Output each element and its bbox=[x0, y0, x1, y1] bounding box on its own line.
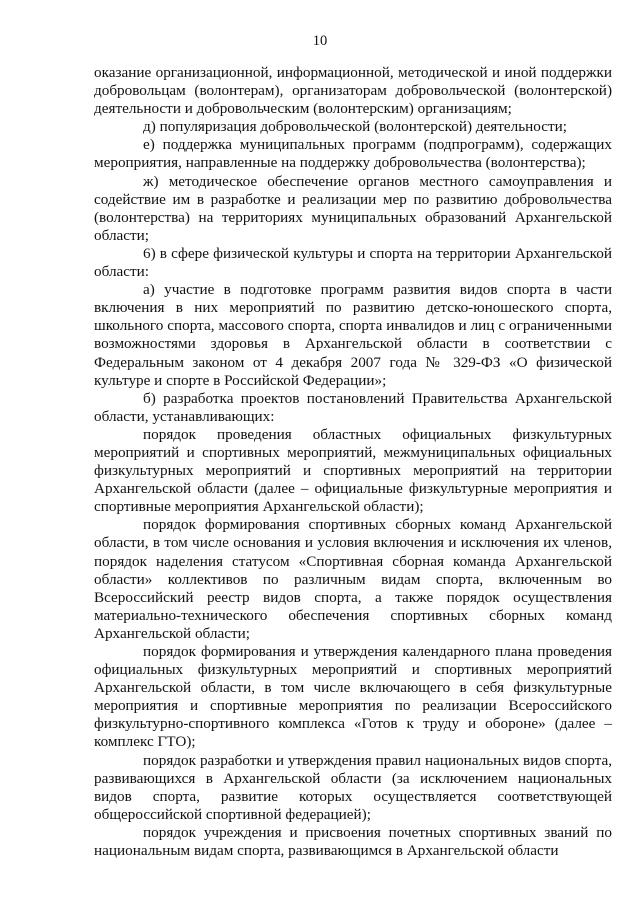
paragraph-item-e: е) поддержка муниципальных программ (подпрограмм), содержащих мероприятия, направленные на поддержку добровольчества (волонтерства); bbox=[94, 136, 612, 172]
paragraph-procedure-calendar: порядок формирования и утверждения календарного плана проведения официальных физкультурных мероприятий и спортивных мероприятий Архангельской области, в том числе включающего в себя физкультурные мероприятия и спортивные мероприятия по реализации Всероссийского физкультурно-спортивного комплекса «Готов к труду и обороне» (далее – комплекс ГТО); bbox=[94, 643, 612, 751]
paragraph-continuation: оказание организационной, информационной, методической и иной поддержки добровольцам (волонтерам), организаторам добровольческой (волонтерской) деятельности и добровольческим (волонтерским) организациям; bbox=[94, 64, 612, 118]
paragraph-procedure-teams: порядок формирования спортивных сборных команд Архангельской области, в том числе основания и условия включения и исключения их членов, порядок наделения статусом «Спортивная сборная команда Архангельской области» коллективов по различным видам спорта, включенным во Всероссийский реестр видов спорта, а также порядок осуществления материально-технического обеспечения спортивных сборных команд Архангельской области; bbox=[94, 516, 612, 642]
paragraph-item-a: а) участие в подготовке программ развития видов спорта в части включения в них мероприятий по развитию детско-юношеского спорта, школьного спорта, массового спорта, спорта инвалидов и лиц с ограниченными возможностями здоровья в Архангельской области в соответствии с Федеральным законом от 4 декабря 2007 года № 329-ФЗ «О физической культуре и спорте в Российской Федерации»; bbox=[94, 281, 612, 389]
paragraph-procedure-titles: порядок учреждения и присвоения почетных спортивных званий по национальным видам спорта, развивающимся в Архангельской области bbox=[94, 823, 612, 860]
paragraph-section-6: 6) в сфере физической культуры и спорта на территории Архангельской области: bbox=[94, 244, 612, 281]
body-text bbox=[94, 64, 612, 860]
paragraph-procedure-events: порядок проведения областных официальных физкультурных мероприятий и спортивных мероприятий, межмуниципальных официальных физкультурных мероприятий и спортивных мероприятий на территории Архангельской области (далее – официальные физкультурные мероприятия и спортивные мероприятия Архангельской области); bbox=[94, 425, 612, 516]
page-number: 10 bbox=[312, 33, 328, 49]
paragraph-item-d: д) популяризация добровольческой (волонтерской) деятельности; bbox=[143, 118, 567, 136]
paragraph-item-b: б) разработка проектов постановлений Правительства Архангельской области, устанавливающих: bbox=[94, 389, 612, 425]
paragraph-procedure-rules: порядок разработки и утверждения правил национальных видов спорта, развивающихся в Архангельской области (за исключением национальных видов спорта, развитие которых осуществляется соответствующей общероссийской спортивной федерацией); bbox=[94, 751, 612, 823]
paragraph-item-zh: ж) методическое обеспечение органов местного самоуправления и содействие им в разработке и реализации мер по развитию добровольчества (волонтерства) на территориях муниципальных образований Архангельской области; bbox=[94, 172, 612, 244]
